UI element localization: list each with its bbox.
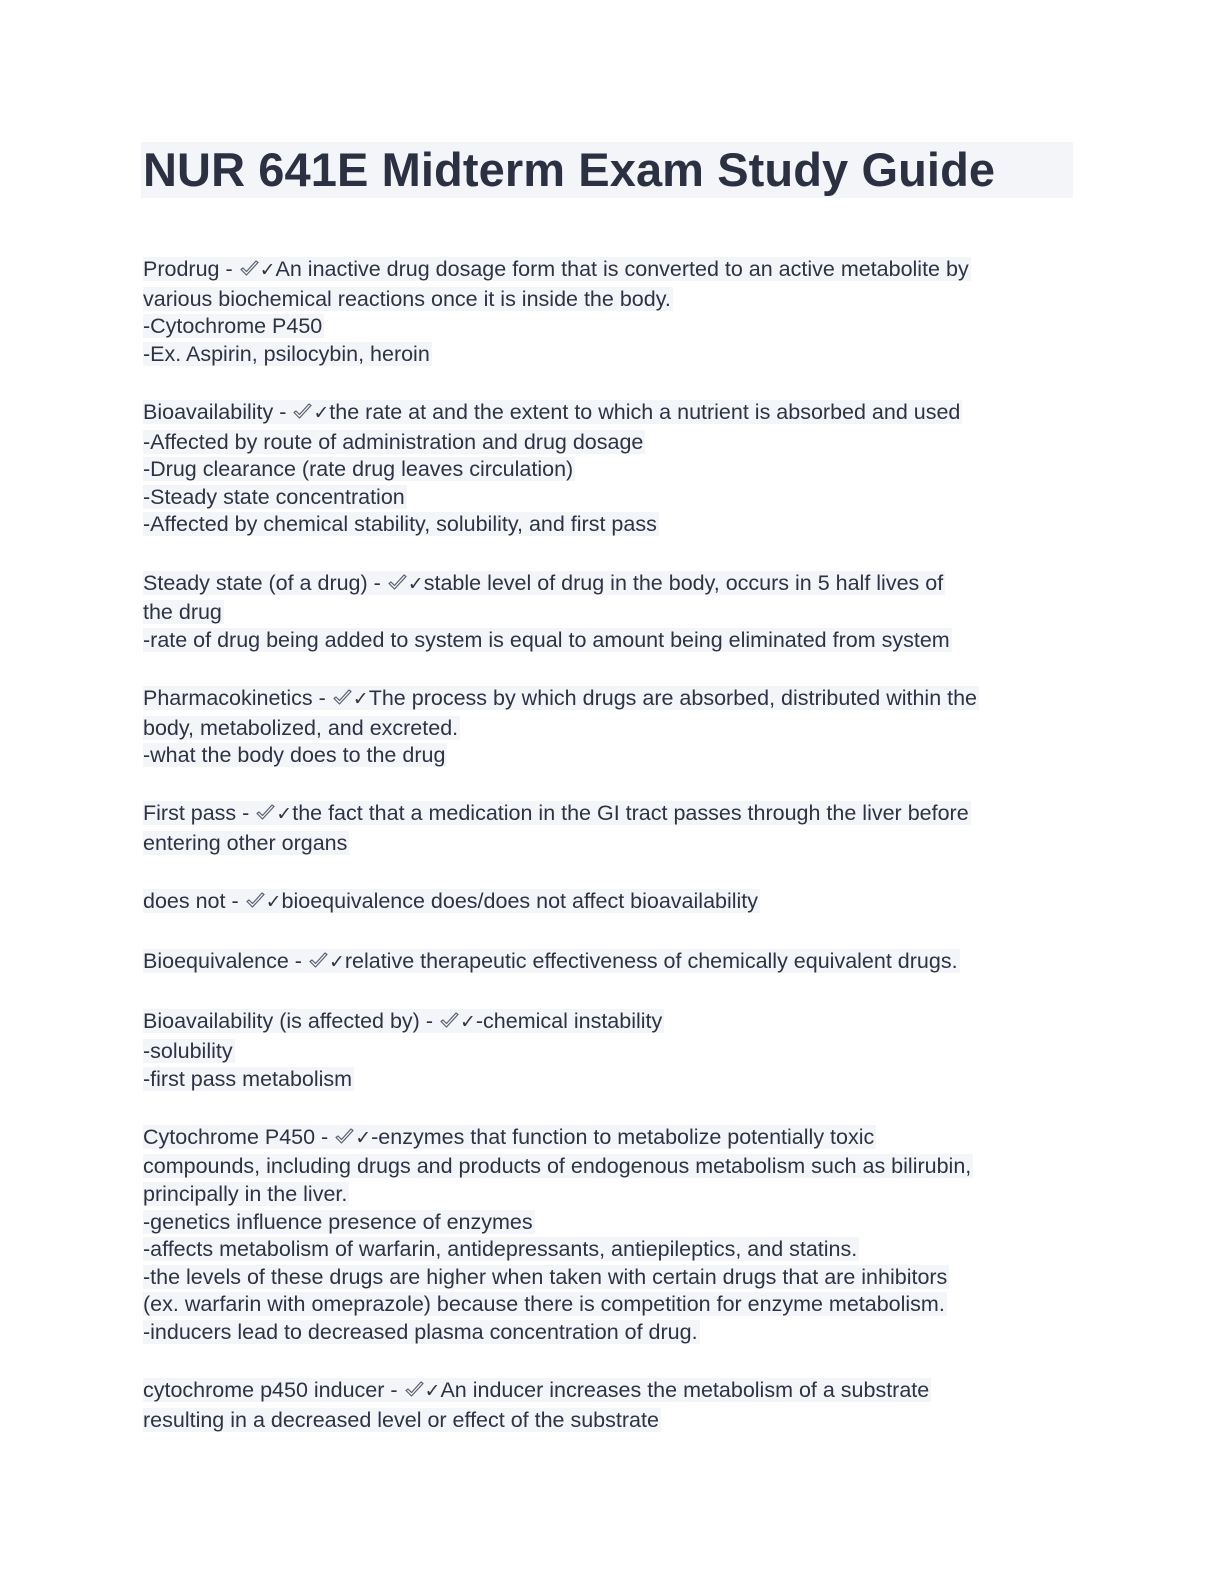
study-entry (143, 800, 1083, 857)
entry-line-text: -inducers lead to decreased plasma concentration of drug. (143, 1319, 698, 1344)
entry-first-line-highlight (143, 949, 960, 973)
entry-term: Bioavailability - (143, 399, 293, 424)
check-icon: ✓ (424, 1380, 441, 1403)
check-outline-icon (255, 805, 276, 825)
entry-line-text: -solubility (143, 1039, 233, 1064)
check-icon: ✓ (313, 401, 330, 424)
entry-line-text: -Affected by chemical stability, solubility, and first pass (143, 512, 657, 537)
entry-term: Prodrug - (143, 257, 239, 281)
entry-line (143, 599, 1083, 627)
entry-term: Pharmacokinetics - (143, 685, 332, 710)
entry-line (143, 1264, 1083, 1292)
entry-definition: stable level of drug in the body, occurs in 5 half lives of (423, 570, 944, 595)
check-outline-icon (439, 1013, 460, 1033)
entry-line (143, 341, 1083, 369)
entry-term: Steady state (of a drug) - (143, 570, 387, 595)
study-entry (143, 570, 1083, 655)
entry-line (143, 286, 1083, 314)
entry-first-line (143, 1377, 1083, 1407)
study-entry (143, 1124, 1083, 1347)
entry-first-line (143, 888, 1083, 918)
entry-line (143, 429, 1083, 457)
entry-line (143, 1236, 1083, 1264)
check-icon: ✓ (276, 803, 293, 826)
check-icon: ✓ (355, 1126, 372, 1149)
check-icon: ✓ (265, 891, 282, 914)
entry-first-line-highlight (143, 257, 971, 281)
study-entry (143, 1008, 1083, 1093)
entry-first-line (143, 948, 1083, 978)
entry-line (143, 1066, 1083, 1094)
study-entry (143, 888, 1083, 918)
entry-line-text: entering other organs (143, 830, 348, 855)
check-outline-icon (239, 261, 260, 281)
entry-line (143, 1407, 1083, 1435)
entry-line (143, 484, 1083, 512)
entry-first-line-highlight (143, 801, 971, 825)
entry-definition: bioequivalence does/does not affect bioavailability (281, 889, 759, 914)
entry-line-text: compounds, including drugs and products of endogenous metabolism such as bilirubin, (143, 1154, 972, 1179)
entry-line-text: (ex. warfarin with omeprazole) because there is competition for enzyme metabolism. (143, 1292, 945, 1317)
entry-line-text: -rate of drug being added to system is equal to amount being eliminated from system (143, 627, 950, 652)
check-outline-icon (334, 1129, 355, 1149)
entry-first-line (143, 1008, 1083, 1038)
entry-line (143, 1153, 1083, 1181)
entry-line-text: the drug (143, 600, 222, 625)
entry-line (143, 1038, 1083, 1066)
entry-definition: An inactive drug dosage form that is converted to an active metabolite by (275, 257, 969, 281)
entry-first-line (143, 1124, 1083, 1154)
entry-line-text: -Drug clearance (rate drug leaves circulation) (143, 457, 574, 482)
check-outline-icon (245, 893, 266, 913)
check-outline-icon (308, 953, 329, 973)
entry-line-text: -genetics influence presence of enzymes (143, 1209, 533, 1234)
entry-line (143, 742, 1083, 770)
entry-term: Bioavailability (is affected by) - (143, 1009, 439, 1034)
entry-first-line (143, 570, 1083, 600)
entry-line-text: -affects metabolism of warfarin, antidepressants, antiepileptics, and statins. (143, 1237, 858, 1262)
entry-line-text: -first pass metabolism (143, 1066, 353, 1091)
entry-definition: -enzymes that function to metabolize potentially toxic (371, 1124, 875, 1149)
entry-first-line-highlight (143, 1009, 664, 1033)
entry-definition: The process by which drugs are absorbed, distributed within the (368, 685, 978, 710)
entry-line (143, 1291, 1083, 1319)
entry-definition: the fact that a medication in the GI tract passes through the liver before (292, 801, 969, 826)
entry-line-text: various biochemical reactions once it is inside the body. (143, 286, 671, 311)
check-outline-icon (292, 404, 313, 424)
check-outline-icon (387, 575, 408, 595)
entry-term: cytochrome p450 inducer - (143, 1378, 404, 1403)
entry-first-line (143, 256, 1083, 286)
entry-first-line-highlight (143, 400, 962, 424)
entry-line-text: -the levels of these drugs are higher when taken with certain drugs that are inhibitors (143, 1264, 948, 1289)
entry-definition: An inducer increases the metabolism of a substrate (440, 1378, 930, 1403)
entry-first-line-highlight (143, 686, 979, 710)
entry-first-line-highlight (143, 1125, 876, 1149)
entry-term: does not - (143, 889, 245, 914)
entry-line (143, 1209, 1083, 1237)
entry-term: Bioequivalence - (143, 949, 308, 974)
entry-term: Cytochrome P450 - (143, 1124, 335, 1149)
entry-line-text: -Ex. Aspirin, psilocybin, heroin (143, 341, 430, 366)
entry-definition: relative therapeutic effectiveness of chemically equivalent drugs. (344, 949, 958, 974)
entry-line (143, 511, 1083, 539)
entry-first-line-highlight (143, 889, 760, 913)
entry-first-line-highlight (143, 1378, 931, 1402)
study-entry (143, 399, 1083, 539)
entry-line-text: resulting in a decreased level or effect of the substrate (143, 1407, 659, 1432)
entry-line-text: -Steady state concentration (143, 484, 405, 509)
entry-line (143, 1319, 1083, 1347)
check-icon: ✓ (352, 687, 369, 710)
study-entry (143, 1377, 1083, 1434)
study-entry (143, 948, 1083, 978)
check-icon: ✓ (328, 951, 345, 974)
entry-first-line (143, 685, 1083, 715)
entry-line-text: -Affected by route of administration and drug dosage (143, 429, 644, 454)
entry-line (143, 627, 1083, 655)
entry-term: First pass - (143, 801, 256, 826)
entry-line-text: principally in the liver. (143, 1182, 348, 1206)
study-guide-entries (143, 256, 1083, 1465)
entry-line-text: -what the body does to the drug (143, 743, 446, 768)
entry-line (143, 313, 1083, 341)
entry-first-line (143, 399, 1083, 429)
entry-line-text: body, metabolized, and excreted. (143, 715, 459, 740)
check-icon: ✓ (259, 259, 276, 281)
entry-line (143, 715, 1083, 743)
entry-definition: the rate at and the extent to which a nutrient is absorbed and used (329, 399, 961, 424)
study-entry (143, 256, 1083, 368)
entry-line (143, 456, 1083, 484)
check-outline-icon (332, 690, 353, 710)
entry-line (143, 830, 1083, 858)
entry-line (143, 1181, 1083, 1209)
entry-first-line-highlight (143, 571, 945, 595)
check-outline-icon (404, 1382, 425, 1402)
entry-line-text: -Cytochrome P450 (143, 314, 323, 339)
entry-definition: -chemical instability (475, 1009, 663, 1034)
entry-first-line (143, 800, 1083, 830)
study-entry (143, 685, 1083, 770)
check-icon: ✓ (407, 572, 424, 595)
page-title: NUR 641E Midterm Exam Study Guide (141, 142, 1073, 198)
check-icon: ✓ (459, 1011, 476, 1034)
